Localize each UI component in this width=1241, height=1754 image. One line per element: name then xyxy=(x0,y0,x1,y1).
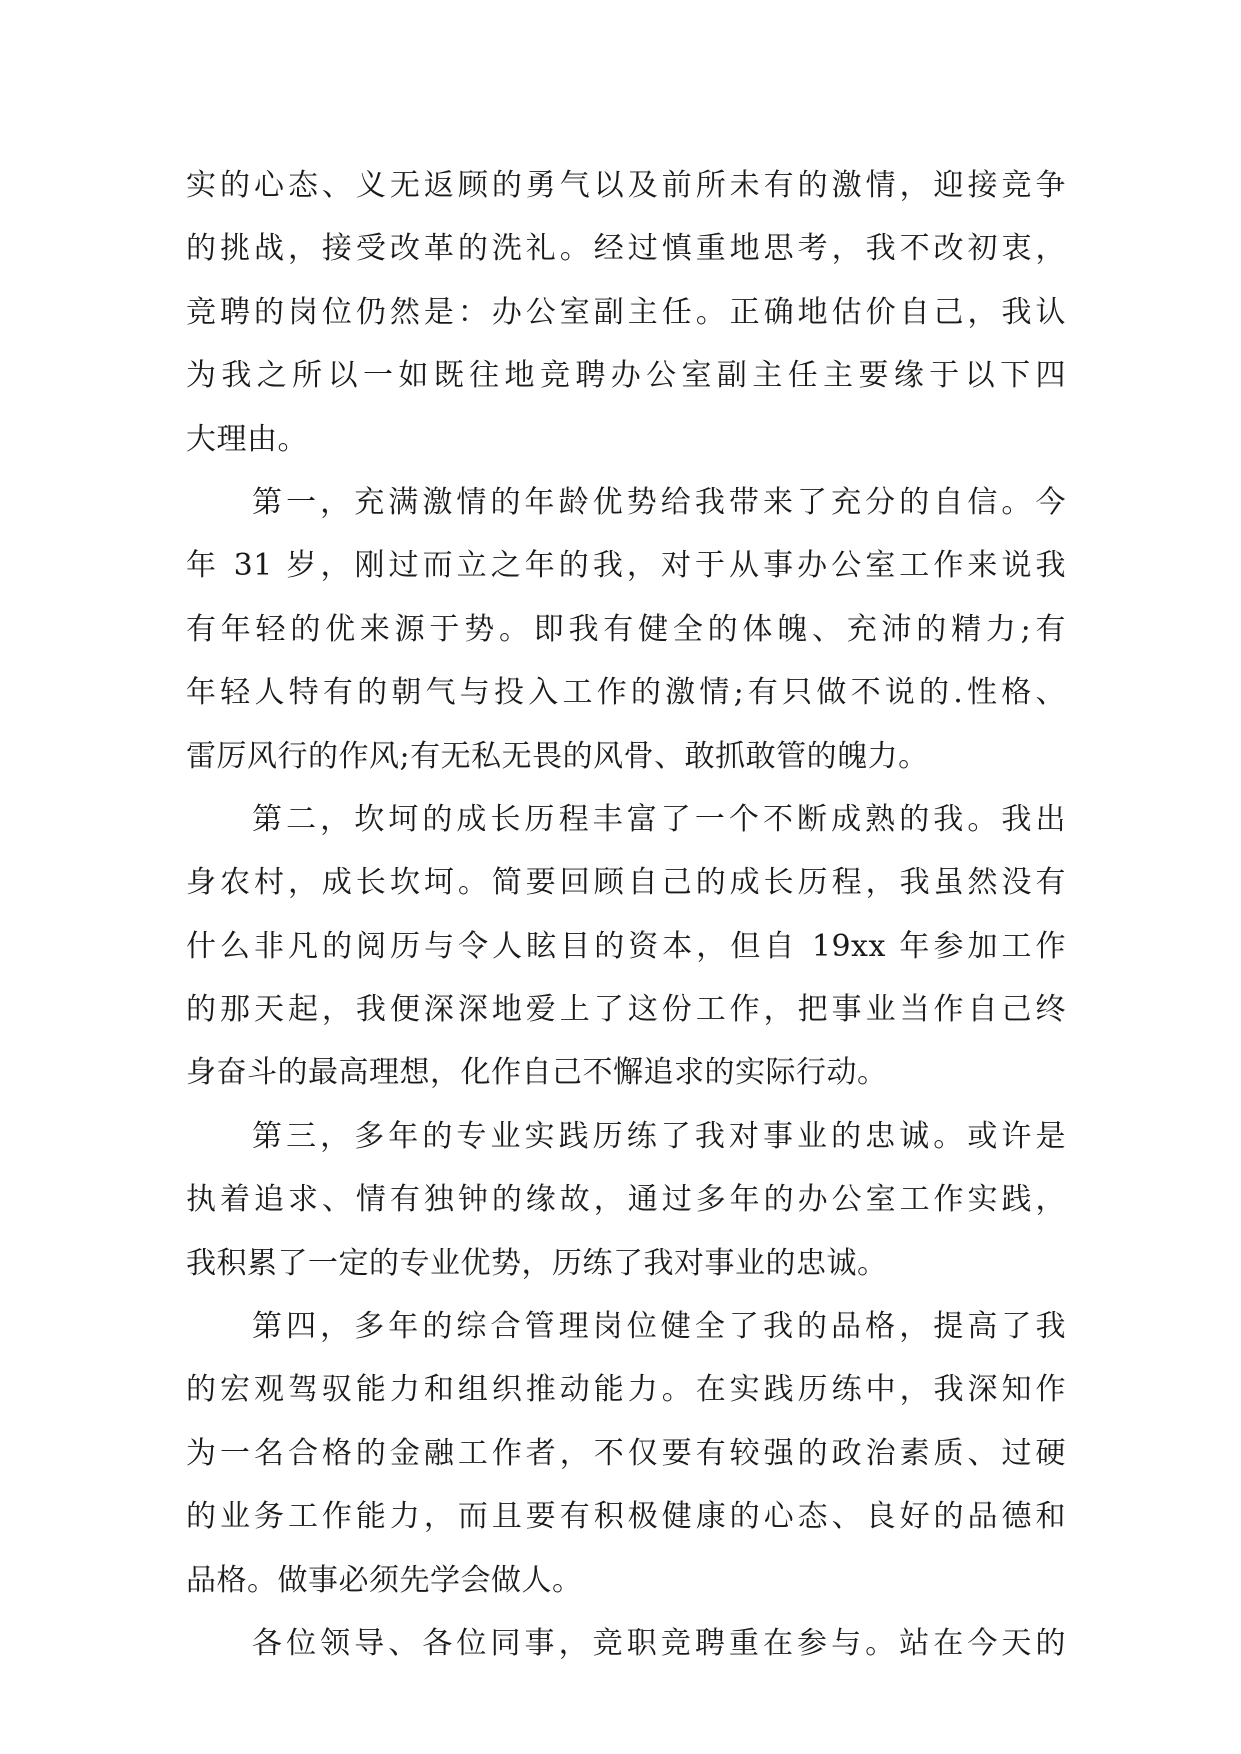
paragraph-first-line: 第一，充满激情的年龄优势给我带来了充分的自信。今 xyxy=(252,484,1066,520)
paragraph-first-line: 各位领导、各位同事，竞职竞聘重在参与。站在今天的 xyxy=(252,1625,1066,1661)
paragraph-first-line: 第三，多年的专业实践历练了我对事业的忠诚。或许是 xyxy=(252,1118,1066,1154)
text-line: 什么非凡的阅历与令人眩目的资本，但自 19xx 年参加工作 xyxy=(186,928,1066,964)
document-body xyxy=(186,154,1066,1675)
text-line: 的业务工作能力，而且要有积极健康的心态、良好的品德和 xyxy=(186,1499,1066,1535)
text-line: 品格。做事必须先学会做人。 xyxy=(186,1562,583,1598)
text-line: 大理由。 xyxy=(186,421,308,457)
text-line: 为我之所以一如既往地竞聘办公室副主任主要缘于以下四 xyxy=(186,358,1066,394)
paragraph-first-line: 第二，坎坷的成长历程丰富了一个不断成熟的我。我出 xyxy=(252,801,1066,837)
text-line: 为一名合格的金融工作者，不仅要有较强的政治素质、过硬 xyxy=(186,1435,1066,1471)
text-line: 我积累了一定的专业优势，历练了我对事业的忠诚。 xyxy=(186,1245,888,1281)
text-line: 年轻人特有的朝气与投入工作的激情;有只做不说的.性格、 xyxy=(186,675,1066,711)
text-line: 的挑战，接受改革的洗礼。经过慎重地思考，我不改初衷， xyxy=(186,231,1066,267)
text-line: 的那天起，我便深深地爱上了这份工作，把事业当作自己终 xyxy=(186,992,1066,1028)
text-line: 身农村，成长坎坷。简要回顾自己的成长历程，我虽然没有 xyxy=(186,865,1066,901)
text-line: 实的心态、义无返顾的勇气以及前所未有的激情，迎接竞争 xyxy=(186,168,1066,203)
text-line: 执着追求、情有独钟的缘故，通过多年的办公室工作实践， xyxy=(186,1182,1066,1218)
text-line: 的宏观驾驭能力和组织推动能力。在实践历练中，我深知作 xyxy=(186,1372,1066,1408)
text-line: 竞聘的岗位仍然是：办公室副主任。正确地估价自己，我认 xyxy=(186,294,1066,330)
text-line: 有年轻的优来源于势。即我有健全的体魄、充沛的精力;有 xyxy=(186,611,1066,647)
paragraph-first-line: 第四，多年的综合管理岗位健全了我的品格，提高了我 xyxy=(252,1309,1066,1345)
text-line: 雷厉风行的作风;有无私无畏的风骨、敢抓敢管的魄力。 xyxy=(186,738,929,774)
text-line: 身奋斗的最高理想，化作自己不懈追求的实际行动。 xyxy=(186,1055,888,1091)
text-line: 年 31 岁，刚过而立之年的我，对于从事办公室工作来说我 xyxy=(186,548,1066,584)
